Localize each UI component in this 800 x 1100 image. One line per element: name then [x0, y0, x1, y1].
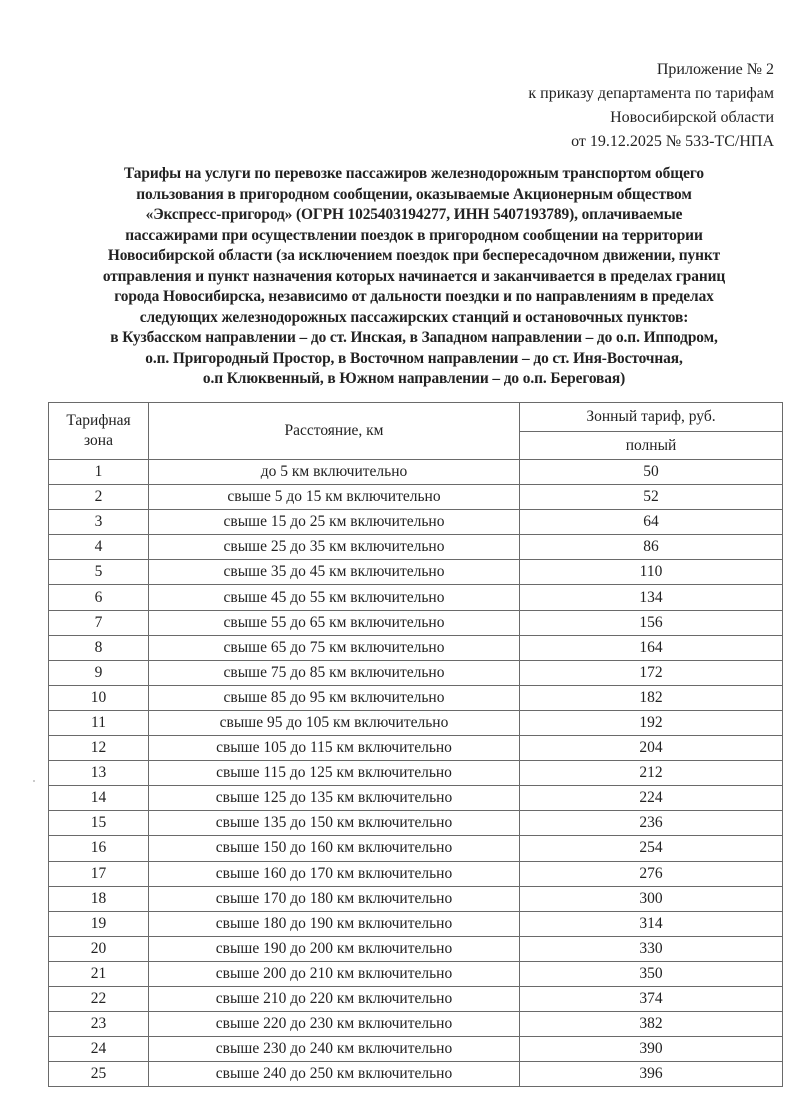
zone-cell: 16 [49, 836, 149, 861]
scan-artifact [33, 780, 35, 782]
distance-cell: свыше 200 до 210 км включительно [149, 961, 520, 986]
table-row [49, 761, 783, 786]
title-line: города Новосибирска, независимо от дальности поездки и по направлениям в пределах [114, 288, 714, 305]
distance-cell: свыше 75 до 85 км включительно [149, 660, 520, 685]
table-row [49, 710, 783, 735]
zone-cell: 20 [49, 936, 149, 961]
zone-cell: 10 [49, 685, 149, 710]
zone-cell: 5 [49, 560, 149, 585]
table-row [49, 635, 783, 660]
zone-cell: 25 [49, 1062, 149, 1087]
full-tariff-cell: 212 [520, 761, 783, 786]
header-distance: Расстояние, км [149, 403, 520, 460]
distance-cell: свыше 55 до 65 км включительно [149, 610, 520, 635]
distance-cell: свыше 15 до 25 км включительно [149, 510, 520, 535]
distance-cell: свыше 35 до 45 км включительно [149, 560, 520, 585]
table-row [49, 986, 783, 1011]
annex-number: Приложение № 2 [656, 61, 774, 78]
distance-cell: свыше 85 до 95 км включительно [149, 685, 520, 710]
title-line: отправления и пункт назначения которых начинается и заканчивается в пределах границ [102, 267, 726, 285]
table-row [49, 961, 783, 986]
header-zone-tariff: Зонный тариф, руб. [520, 403, 783, 432]
full-tariff-cell: 86 [520, 535, 783, 560]
full-tariff-cell: 276 [520, 861, 783, 886]
title-line: Тарифы на услуги по перевозке пассажиров железнодорожным транспортом общего [124, 165, 704, 182]
table-row [49, 786, 783, 811]
full-tariff-cell: 64 [520, 510, 783, 535]
distance-cell: свыше 105 до 115 км включительно [149, 736, 520, 761]
distance-cell: свыше 170 до 180 км включительно [149, 886, 520, 911]
zone-cell: 2 [49, 485, 149, 510]
distance-cell: свыше 125 до 135 км включительно [149, 786, 520, 811]
title-line: о.п. Пригородный Простор, в Восточном направлении – до ст. Иня-Восточная, [145, 349, 683, 367]
distance-cell: до 5 км включительно [149, 460, 520, 485]
zone-cell: 22 [49, 986, 149, 1011]
title-line: следующих железнодорожных пассажирских станций и остановочных пунктов: [139, 308, 689, 326]
zone-cell: 7 [49, 610, 149, 635]
zone-cell: 9 [49, 660, 149, 685]
header-full-tariff: полный [520, 432, 783, 460]
full-tariff-cell: 314 [520, 911, 783, 936]
full-tariff-cell: 236 [520, 811, 783, 836]
full-tariff-cell: 382 [520, 1012, 783, 1037]
distance-cell: свыше 190 до 200 км включительно [149, 936, 520, 961]
full-tariff-cell: 192 [520, 710, 783, 735]
distance-cell: свыше 210 до 220 км включительно [149, 986, 520, 1011]
distance-cell: свыше 95 до 105 км включительно [149, 710, 520, 735]
distance-cell: свыше 240 до 250 км включительно [149, 1062, 520, 1087]
table-row [49, 460, 783, 485]
header-zone: Тарифная зона [49, 403, 149, 460]
full-tariff-cell: 396 [520, 1062, 783, 1087]
title-line: пассажирами при осуществлении поездок в пригородном сообщении на территории [125, 226, 703, 244]
full-tariff-cell: 254 [520, 836, 783, 861]
full-tariff-cell: 224 [520, 786, 783, 811]
full-tariff-cell: 110 [520, 560, 783, 585]
full-tariff-cell: 300 [520, 886, 783, 911]
table-row [49, 660, 783, 685]
table-row [49, 911, 783, 936]
full-tariff-cell: 350 [520, 961, 783, 986]
full-tariff-cell: 390 [520, 1037, 783, 1062]
title-line: Новосибирской области (за исключением поездок при беспересадочном движении, пункт [107, 247, 721, 264]
table-row [49, 836, 783, 861]
distance-cell: свыше 160 до 170 км включительно [149, 861, 520, 886]
zone-cell: 13 [49, 761, 149, 786]
document-title [52, 164, 776, 390]
zone-cell: 14 [49, 786, 149, 811]
zone-cell: 15 [49, 811, 149, 836]
zone-cell: 11 [49, 710, 149, 735]
zone-cell: 8 [49, 635, 149, 660]
table-row [49, 936, 783, 961]
table-row [49, 510, 783, 535]
distance-cell: свыше 45 до 55 км включительно [149, 585, 520, 610]
table-row [49, 1062, 783, 1087]
distance-cell: свыше 25 до 35 км включительно [149, 535, 520, 560]
table-row [49, 535, 783, 560]
table-row [49, 685, 783, 710]
table-row [49, 736, 783, 761]
distance-cell: свыше 150 до 160 км включительно [149, 836, 520, 861]
distance-cell: свыше 5 до 15 км включительно [149, 485, 520, 510]
full-tariff-cell: 374 [520, 986, 783, 1011]
zone-cell: 3 [49, 510, 149, 535]
tariff-table-body [49, 460, 783, 1087]
title-line: в Кузбасском направлении – до ст. Инская, в Западном направлении – до о.п. Ипподром, [110, 329, 718, 346]
title-line: пользования в пригородном сообщении, оказываемые Акционерным обществом [136, 185, 692, 203]
table-row [49, 811, 783, 836]
table-row [49, 1037, 783, 1062]
zone-cell: 18 [49, 886, 149, 911]
distance-cell: свыше 115 до 125 км включительно [149, 761, 520, 786]
full-tariff-cell: 50 [520, 460, 783, 485]
table-row [49, 560, 783, 585]
full-tariff-cell: 52 [520, 485, 783, 510]
zone-cell: 23 [49, 1012, 149, 1037]
distance-cell: свыше 230 до 240 км включительно [149, 1037, 520, 1062]
title-line: «Экспресс-пригород» (ОГРН 1025403194277, ИНН 5407193789), оплачиваемые [145, 206, 683, 223]
annex-date-number: от 19.12.2025 № 533-ТС/НПА [571, 133, 774, 150]
zone-cell: 24 [49, 1037, 149, 1062]
full-tariff-cell: 164 [520, 635, 783, 660]
full-tariff-cell: 172 [520, 660, 783, 685]
zone-cell: 1 [49, 460, 149, 485]
table-row [49, 886, 783, 911]
title-line: о.п Клюквенный, в Южном направлении – до о.п. Береговая) [202, 370, 626, 387]
annex-region: Новосибирской области [610, 109, 774, 126]
annex-order-ref: к приказу департамента по тарифам [528, 85, 774, 102]
zone-cell: 19 [49, 911, 149, 936]
table-row [49, 1012, 783, 1037]
full-tariff-cell: 182 [520, 685, 783, 710]
full-tariff-cell: 330 [520, 936, 783, 961]
zone-cell: 12 [49, 736, 149, 761]
distance-cell: свыше 135 до 150 км включительно [149, 811, 520, 836]
table-row [49, 485, 783, 510]
full-tariff-cell: 156 [520, 610, 783, 635]
zone-cell: 6 [49, 585, 149, 610]
distance-cell: свыше 65 до 75 км включительно [149, 635, 520, 660]
zone-cell: 17 [49, 861, 149, 886]
full-tariff-cell: 204 [520, 736, 783, 761]
full-tariff-cell: 134 [520, 585, 783, 610]
distance-cell: свыше 180 до 190 км включительно [149, 911, 520, 936]
tariff-table-header [49, 403, 783, 460]
tariff-table [48, 402, 783, 1087]
annex-header [528, 58, 774, 154]
table-row [49, 585, 783, 610]
zone-cell: 21 [49, 961, 149, 986]
table-row [49, 610, 783, 635]
distance-cell: свыше 220 до 230 км включительно [149, 1012, 520, 1037]
table-row [49, 861, 783, 886]
zone-cell: 4 [49, 535, 149, 560]
